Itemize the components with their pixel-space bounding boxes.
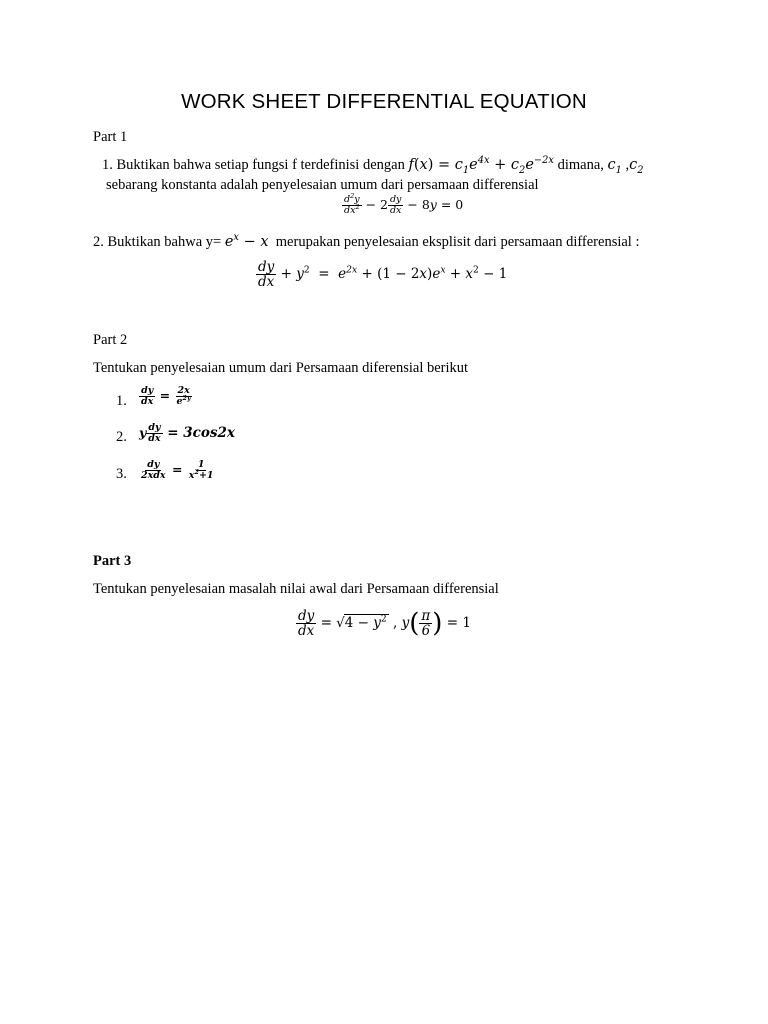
part2-intro: Tentukan penyelesaian umum dari Persamaan diferensial berikut bbox=[93, 360, 469, 376]
q1-function-formula: $f(x) = c_1e^{4x} + c_2e^{-2x}$ bbox=[408, 155, 554, 176]
part1-heading: Part 1 bbox=[93, 129, 128, 145]
part1-question-1: 1. Buktikan bahwa setiap fungsi f terdefinisi dengan $f(x) = c_1e^{4x} + c_2e^{-2x}$ dimana, $c_1$ $,c_2$ bbox=[102, 155, 644, 176]
part2-item-1-equation: $\frac{dy}{dx}$ = $\frac{2x}{e^{2y}}$ bbox=[141, 385, 191, 407]
page-title: WORK SHEET DIFFERENTIAL EQUATION bbox=[181, 90, 587, 113]
q2-function-formula: $e^x - x$ bbox=[224, 232, 269, 250]
part1-question-2 bbox=[93, 234, 640, 251]
part2-heading: Part 2 bbox=[93, 332, 128, 348]
q1-constants: $c_1$ bbox=[607, 157, 622, 176]
part2-item-3-equation: $\frac{dy}{\text{2xdx}}$ = $\frac{1}{x^2+1}$ bbox=[141, 459, 214, 481]
part2-item-3-label: 3. bbox=[116, 466, 127, 482]
q2-prefix: 2. Buktikan bahwa y= bbox=[93, 234, 225, 250]
part3-heading: Part 3 bbox=[93, 553, 132, 569]
q1-line-2: sebarang konstanta adalah penyelesaian umum dari persamaan differensial bbox=[106, 177, 539, 193]
part3-intro: Tentukan penyelesaian masalah nilai awal dari Persamaan differensial bbox=[93, 581, 499, 597]
q2-suffix: merupakan penyelesaian eksplisit dari persamaan differensial : bbox=[275, 234, 640, 250]
q1-suffix: dimana, bbox=[553, 157, 608, 173]
part2-item-1-label: 1. bbox=[116, 393, 127, 409]
part2-item-2-label: 2. bbox=[116, 429, 127, 445]
q1-differential-equation: $\frac{d^2y}{dx^2}$ − 2 $\frac{dy}{dx}$ − 8y = 0 bbox=[344, 191, 464, 216]
part3-initial-value-problem: $\frac{dy}{dx}$ = $√4 - y^2$ , y( $\frac{\pi}{6}$ ) = 1 bbox=[298, 608, 471, 640]
q1-prefix: 1. Buktikan bahwa setiap fungsi f terdefinisi dengan bbox=[102, 157, 409, 173]
q2-differential-equation: $\frac{dy}{dx}$ + $y^2 = e^{2x} + (1 - 2x)e^x + x^2 - 1$ bbox=[258, 259, 508, 291]
part2-item-2-equation: y $\frac{dy}{dx}$ = 3cos2x bbox=[139, 422, 235, 444]
